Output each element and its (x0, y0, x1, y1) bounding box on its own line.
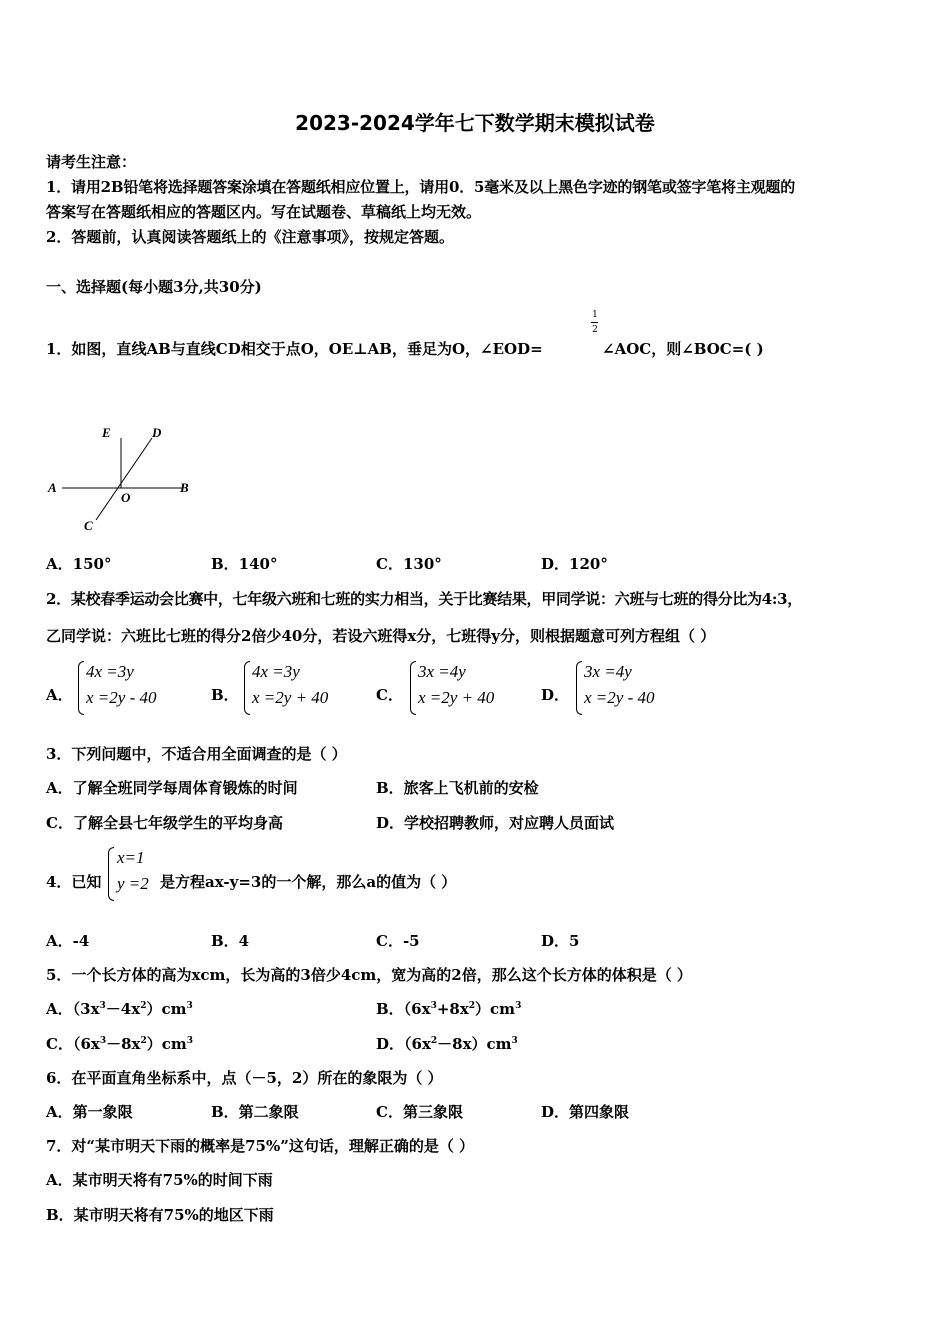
q1-stem-b: ∠AOC，则∠BOC=( ) (602, 340, 764, 358)
equation: 4x =3y (86, 662, 134, 681)
q3-option-b: B．旅客上飞机前的安检 (376, 779, 539, 797)
brace (576, 661, 582, 715)
q2-stem-a: 2．某校春季运动会比赛中，七年级六班和七班的实力相当，关于比赛结果，甲同学说：六班与七班的得分比为4:3， (46, 590, 802, 608)
q1-option-a: A．150° (46, 555, 112, 573)
q5-stem: 5．一个长方体的高为xcm，长为高的3倍少4cm，宽为高的2倍，那么这个长方体的体积是（ ） (46, 966, 692, 984)
brace (410, 661, 416, 715)
q6-option-a: A．第一象限 (46, 1103, 133, 1121)
q6-option-c: C．第三象限 (376, 1103, 463, 1121)
q1-option-d: D．120° (541, 555, 608, 573)
section-heading: 一、选择题(每小题3分,共30分) (46, 278, 262, 296)
notice-line-1b: 答案写在答题纸相应的答题区内。写在试题卷、草稿纸上均无效。 (46, 203, 482, 221)
equation: 4x =3y (252, 662, 300, 681)
label-e: E (102, 425, 111, 440)
equation: x =2y + 40 (252, 688, 329, 707)
q5-option-d: D．$(6x^2-8x)cm^3$ (376, 1035, 518, 1053)
q6-option-b: B．第二象限 (211, 1103, 299, 1121)
notice-heading: 请考生注意： (46, 153, 137, 171)
q5-option-b: B．$(6x^3+8x^2)cm^3$ (376, 1000, 522, 1018)
notice-line-1a: 1．请用2B铅笔将选择题答案涂填在答题纸相应位置上，请用0．5毫米及以上黑色字迹的钢笔或签字笔将主观题的 (46, 178, 796, 196)
brace (108, 847, 114, 901)
notice-line-2: 2．答题前，认真阅读答题纸上的《注意事项》，按规定答题。 (46, 228, 454, 246)
label-b: B (180, 480, 189, 495)
label-c: C (84, 518, 93, 533)
q3-option-c: C．了解全县七年级学生的平均身高 (46, 814, 283, 832)
label-d: D (152, 425, 162, 440)
q4-option-a: A．-4 (46, 932, 90, 950)
q1-fraction-denominator: 2 (592, 325, 598, 335)
q6-stem: 6．在平面直角坐标系中，点（－5，2）所在的象限为（ ） (46, 1069, 443, 1087)
q7-option-a: A．某市明天将有75%的时间下雨 (46, 1171, 273, 1189)
q1-stem-a: 1．如图，直线AB与直线CD相交于点O，OE⊥AB，垂足为O，∠EOD= (46, 340, 543, 358)
equation: x =2y - 40 (86, 688, 157, 707)
equation: x =2y + 40 (418, 688, 495, 707)
q2-option-b-label: B． (211, 686, 239, 704)
label-o: O (121, 490, 131, 505)
q5-option-a: A．$(3x^3-4x^2)cm^3$ (46, 1000, 193, 1018)
q2-option-c-label: C． (376, 686, 403, 704)
q7-option-b: B．某市明天将有75%的地区下雨 (46, 1206, 274, 1224)
q1-option-c: C．130° (376, 555, 442, 573)
q5-option-c: C．$(6x^3-8x^2)cm^3$ (46, 1035, 194, 1053)
q4-option-d: D．5 (541, 932, 580, 950)
brace (244, 661, 250, 715)
q1-option-b: B．140° (211, 555, 278, 573)
equation: x=1 (117, 848, 145, 867)
q1-fraction-numerator: 1 (592, 310, 598, 320)
q3-option-d: D．学校招聘教师，对应聘人员面试 (376, 814, 615, 832)
q1-figure (44, 420, 204, 535)
q7-stem: 7．对“某市明天下雨的概率是75%”这句话，理解正确的是（ ） (46, 1137, 475, 1155)
q3-stem: 3．下列问题中，不适合用全面调查的是（ ） (46, 745, 347, 763)
label-a: A (48, 480, 57, 495)
equation: y =2 (117, 874, 149, 893)
q4-stem-a: 4．已知 (46, 873, 102, 891)
q1-fraction-bar (591, 322, 598, 323)
q6-option-d: D．第四象限 (541, 1103, 630, 1121)
equation: 3x =4y (418, 662, 466, 681)
equation: 3x =4y (584, 662, 632, 681)
q2-option-a-label: A． (46, 686, 73, 704)
line-cd (96, 438, 152, 520)
exam-title: 2023-2024学年七下数学期末模拟试卷 (295, 111, 655, 135)
equation: x =2y - 40 (584, 688, 655, 707)
brace (78, 661, 84, 715)
q2-option-d-label: D． (541, 686, 570, 704)
q2-stem-b: 乙同学说：六班比七班的得分2倍少40分，若设六班得x分，七班得y分，则根据题意可列方程组（ ） (46, 627, 716, 645)
q4-stem-b: 是方程ax-y=3的一个解，那么a的值为（ ） (160, 873, 457, 891)
q4-option-c: C．-5 (376, 932, 420, 950)
q3-option-a: A．了解全班同学每周体育锻炼的时间 (46, 779, 298, 797)
q4-option-b: B．4 (211, 932, 250, 950)
